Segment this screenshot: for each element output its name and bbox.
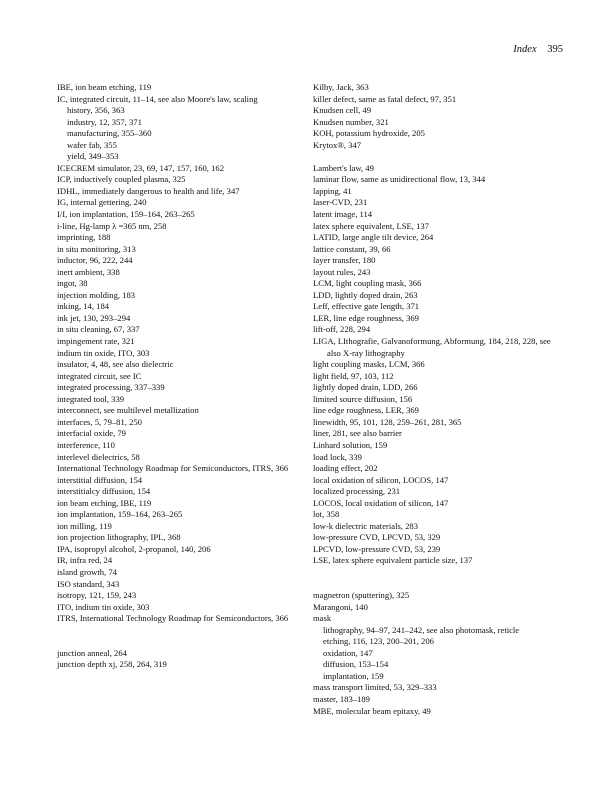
- index-entry: LCM, light coupling mask, 366: [313, 278, 422, 289]
- index-entry: ion implantation, 159–164, 263–265: [57, 509, 183, 520]
- index-entry: impingement rate, 321: [57, 336, 135, 347]
- index-entry: LIGA, LIthografie, Galvanoformung, Abformung, 184, 218, 228, see also X-ray lithography: [313, 336, 551, 358]
- index-entry: Leff, effective gate length, 371: [313, 301, 420, 312]
- index-entry: IG, internal gettering, 240: [57, 197, 147, 208]
- index-entry: Knudsen cell, 49: [313, 105, 371, 116]
- index-entry: ion milling, 119: [57, 520, 112, 531]
- index-entry: Krytox®, 347: [313, 139, 362, 150]
- index-entry: integrated processing, 337–339: [57, 382, 165, 393]
- index-entry: IPA, isopropyl alcohol, 2-propanol, 140, 206: [57, 543, 211, 554]
- index-entry: localized processing, 231: [313, 486, 401, 497]
- index-entry: inking, 14, 184: [57, 301, 110, 312]
- index-entry: low-pressure CVD, LPCVD, 53, 329: [313, 532, 441, 543]
- index-entry: International Technology Roadmap for Semiconductors, ITRS, 366: [57, 463, 289, 474]
- index-subentry: industry, 12, 357, 371: [67, 116, 142, 127]
- index-entry: LOCOS, local oxidation of silicon, 147: [313, 497, 449, 508]
- letter-gap: [313, 567, 563, 590]
- index-entry: interconnect, see multilevel metallization: [57, 405, 199, 416]
- index-entry: LATID, large angle tilt device, 264: [313, 232, 434, 243]
- index-entry: ink jet, 130, 293–294: [57, 312, 131, 323]
- index-entry: isotropy, 121, 159, 243: [57, 590, 137, 601]
- index-entry: Linhard solution, 159: [313, 439, 388, 450]
- index-entry: IBE, ion beam etching, 119: [57, 82, 152, 92]
- index-subentry: oxidation, 147: [323, 647, 373, 658]
- letter-gap: [313, 151, 563, 163]
- index-entry: latex sphere equivalent, LSE, 137: [313, 220, 429, 231]
- index-entry: interfaces, 5, 79–81, 250: [57, 416, 142, 427]
- index-entry: in situ monitoring, 313: [57, 243, 136, 254]
- index-entry: ingot, 38: [57, 278, 88, 289]
- index-subentry: manufacturing, 355–360: [67, 128, 152, 139]
- index-entry: inductor, 96, 222, 244: [57, 255, 133, 266]
- index-entry: IR, infra red, 24: [57, 555, 113, 566]
- index-entry: local oxidation of silicon, LOCOS, 147: [313, 474, 449, 485]
- section-title: Index: [513, 44, 537, 55]
- page-number: 395: [547, 44, 563, 55]
- index-entry: IC, integrated circuit, 11–14, see also Moore's law, scaling: [57, 93, 258, 104]
- index-entry: interstitialcy diffusion, 154: [57, 486, 151, 497]
- index-entry: island growth, 74: [57, 566, 117, 577]
- index-entry: light field, 97, 103, 112: [313, 370, 394, 381]
- index-entry: mask: [313, 613, 332, 624]
- index-entry: ion beam etching, IBE, 119: [57, 497, 152, 508]
- index-subentry: wafer fab, 355: [67, 139, 117, 150]
- index-entry: lapping, 41: [313, 185, 352, 196]
- running-head: [513, 44, 563, 56]
- index-entry: laminar flow, same as unidirectional flow, 13, 344: [313, 174, 486, 185]
- index-entry: low-k dielectric materials, 283: [313, 520, 418, 531]
- index-column-left: [57, 82, 300, 671]
- letter-gap: [57, 625, 300, 648]
- index-entry: insulator, 4, 48, see also dielectric: [57, 359, 174, 370]
- index-entry: IDHL, immediately dangerous to health and life, 347: [57, 185, 240, 196]
- index-subentry: diffusion, 153–154: [323, 659, 389, 670]
- index-entry: Kilby, Jack, 363: [313, 82, 369, 92]
- index-subentry: history, 356, 363: [67, 105, 125, 116]
- index-entry: lattice constant, 39, 66: [313, 243, 391, 254]
- index-entry: master, 183–189: [313, 693, 370, 704]
- index-entry: light coupling masks, LCM, 366: [313, 359, 425, 370]
- index-entry: lift-off, 228, 294: [313, 324, 371, 335]
- index-entry: lightly doped drain, LDD, 266: [313, 382, 418, 393]
- index-entry: LPCVD, low-pressure CVD, 53, 239: [313, 543, 441, 554]
- index-entry: latent image, 114: [313, 209, 373, 220]
- index-entry: laser-CVD, 231: [313, 197, 368, 208]
- index-entry: load lock, 339: [313, 451, 362, 462]
- index-subentry: implantation, 159: [323, 670, 384, 681]
- index-entry: ITO, indium tin oxide, 303: [57, 601, 150, 612]
- index-entry: imprinting, 188: [57, 232, 111, 243]
- index-entry: killer defect, same as fatal defect, 97, 351: [313, 93, 457, 104]
- index-entry: ISO standard, 343: [57, 578, 120, 589]
- index-subentry: lithography, 94–97, 241–242, see also photomask, reticle: [323, 624, 520, 635]
- index-entry: in situ cleaning, 67, 337: [57, 324, 140, 335]
- index-entry: MBE, molecular beam epitaxy, 49: [313, 705, 431, 716]
- index-subentry: yield, 349–353: [67, 151, 119, 162]
- index-entry: interstitial diffusion, 154: [57, 474, 143, 485]
- index-entry: Knudsen number, 321: [313, 116, 389, 127]
- index-entry: LSE, latex sphere equivalent particle size, 137: [313, 555, 473, 566]
- index-entry: ICP, inductively coupled plasma, 325: [57, 174, 186, 185]
- index-entry: indium tin oxide, ITO, 303: [57, 347, 150, 358]
- index-entry: interference, 110: [57, 439, 115, 450]
- index-entry: interlevel dielectrics, 58: [57, 451, 140, 462]
- index-entry: liner, 281, see also barrier: [313, 428, 402, 439]
- index-entry: magnetron (sputtering), 325: [313, 590, 410, 601]
- index-entry: Marangoni, 140: [313, 601, 368, 612]
- index-entry: i-line, Hg-lamp λ =365 nm, 258: [57, 220, 167, 231]
- index-entry: LDD, lightly doped drain, 263: [313, 289, 418, 300]
- index-entry: junction depth xj, 258, 264, 319: [57, 659, 167, 670]
- index-entry: layout rules, 243: [313, 266, 371, 277]
- index-subentry: etching, 116, 123, 200–201, 206: [323, 636, 434, 647]
- index-entry: ICECREM simulator, 23, 69, 147, 157, 160, 162: [57, 162, 224, 173]
- index-column-right: [313, 82, 563, 717]
- index-entry: injection molding, 183: [57, 289, 136, 300]
- index-entry: KOH, potassium hydroxide, 205: [313, 128, 425, 139]
- index-entry: interfacial oxide, 79: [57, 428, 126, 439]
- index-entry: limited source diffusion, 156: [313, 393, 413, 404]
- index-entry: loading effect, 202: [313, 463, 378, 474]
- index-entry: Lambert's law, 49: [313, 162, 374, 173]
- index-entry: lot, 358: [313, 509, 340, 520]
- index-entry: linewidth, 95, 101, 128, 259–261, 281, 365: [313, 416, 462, 427]
- index-entry: junction anneal, 264: [57, 647, 127, 658]
- index-entry: ion projection lithography, IPL, 368: [57, 532, 181, 543]
- index-entry: inert ambient, 338: [57, 266, 120, 277]
- index-entry: integrated tool, 339: [57, 393, 125, 404]
- index-entry: line edge roughness, LER, 369: [313, 405, 419, 416]
- index-entry: integrated circuit, see IC: [57, 370, 142, 381]
- index-entry: layer transfer, 180: [313, 255, 376, 266]
- index-entry: LER, line edge roughness, 369: [313, 312, 419, 323]
- index-entry: mass transport limited, 53, 329–333: [313, 682, 437, 693]
- index-entry: ITRS, International Technology Roadmap for Semiconductors, 366: [57, 613, 289, 624]
- index-entry: I/I, ion implantation, 159–164, 263–265: [57, 209, 195, 220]
